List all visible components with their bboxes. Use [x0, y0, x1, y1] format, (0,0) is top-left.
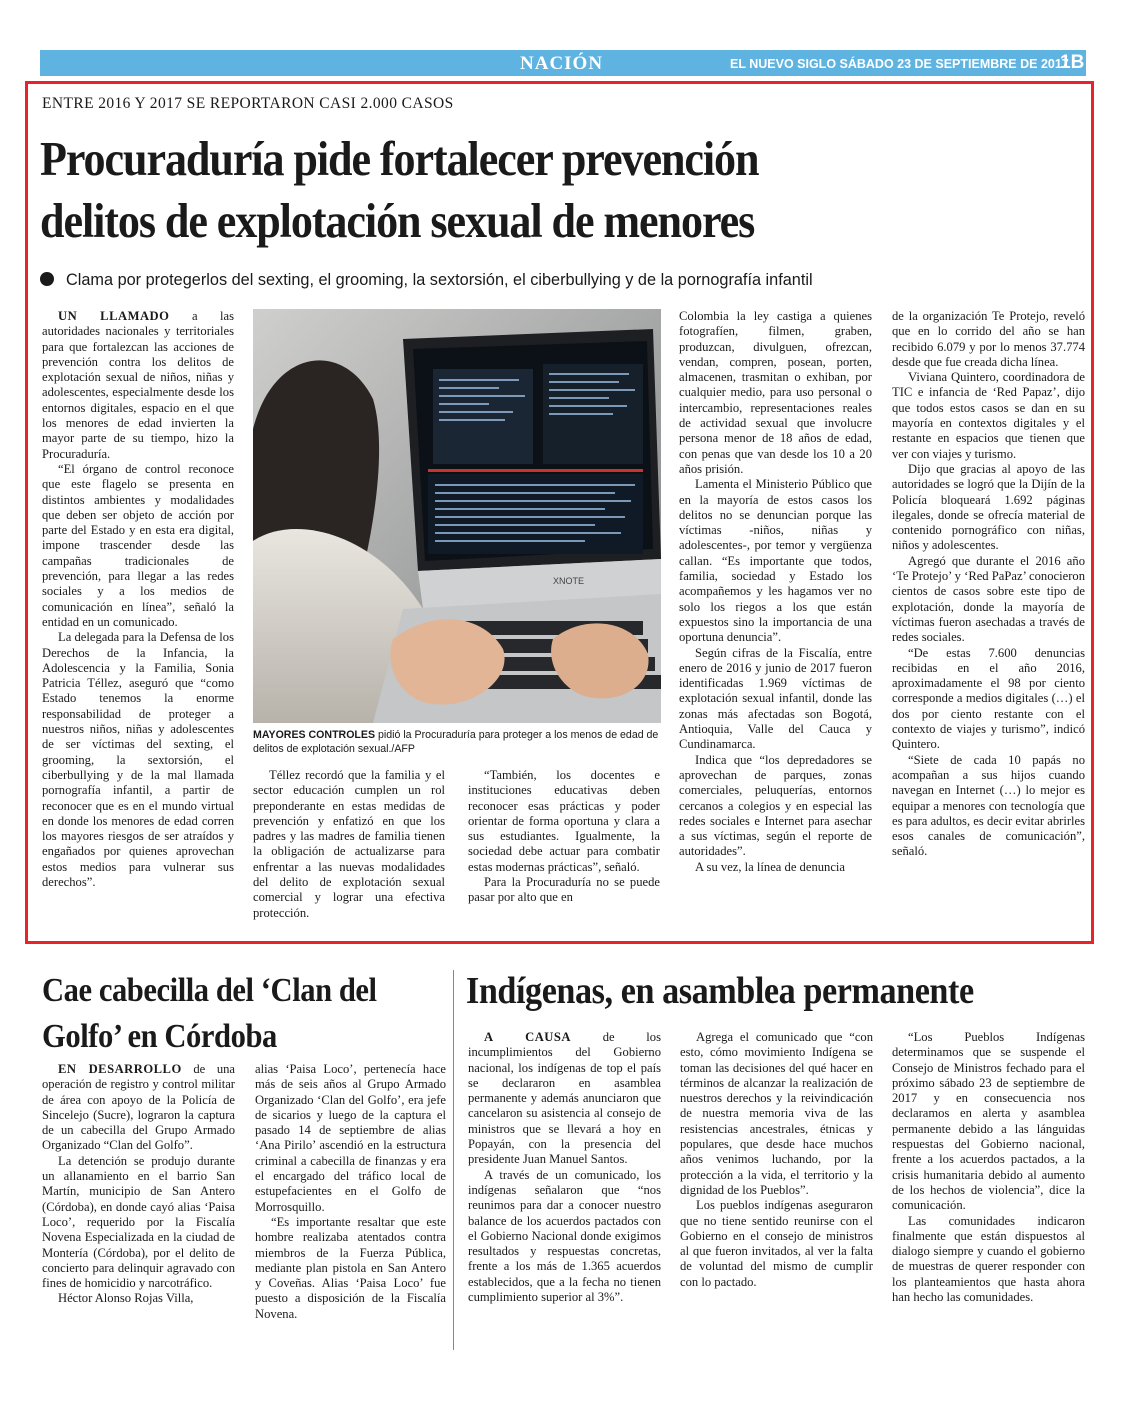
paragraph-text: a las autoridades nacionales y territoriales para que fortalezcan las acciones de prevención contra los delitos de explotación sexual de niños, niñas y adolescentes, especialmente desde los entornos digitales, espacio en el que los menores de edad invierten la mayor parte de su tiempo, hizo la Procuraduría.: [42, 309, 234, 461]
paragraph: Viviana Quintero, coordinadora de TIC e infancia de ‘Red Papaz’, dijo que todos estos casos se dan en su mayoría en contextos digitales y el restante en espacios que tienen que ver con viajes y turismo.: [892, 370, 1085, 461]
paragraph: A su vez, la línea de denuncia: [695, 859, 846, 874]
section-name: NACIÓN: [520, 53, 604, 74]
main-kicker: ENTRE 2016 Y 2017 SE REPORTARON CASI 2.000 CASOS: [42, 95, 454, 112]
article3-column-2: [680, 1030, 873, 1290]
caption-text: pidió la Procuraduría para proteger a los menos de edad de delitos de explotación sexual./AFP: [253, 729, 659, 755]
paragraph: Héctor Alonso Rojas Villa,: [58, 1291, 194, 1306]
page-number: 1B: [1060, 52, 1085, 73]
paragraph: La delegada para la Defensa de los Derechos de la Infancia, la Adolescencia y la Familia, Sonia Patricia Téllez, aseguró que “como Estado tenemos la enorme responsabilidad de proteger a nuestros niños, niñas y adolescentes de ser víctimas del sexting, el grooming, la sextorsión, el ciberbullying y de la mal llamada pornografía infantil, a partir de reconocer que es en el mundo virtual en donde los menores de edad corren los mayores riesgos de ser atraídos y engañados por quienes aprovechan estos medios para vulnerar sus derechos”.: [42, 630, 234, 889]
paragraph: Las comunidades indicaron finalmente que están dispuestos al dialogo siempre y cuando el gobierno de muestras de querer responder con los planteamientos que hasta ahora han hecho las comunidades.: [892, 1213, 1085, 1305]
laptop-photo: [253, 309, 661, 723]
paragraph: alias ‘Paisa Loco’, pertenecía hace más de seis años al Grupo Armado Organizado ‘Clan del Golfo’, era jefe de sicarios y luego de la captura el pasado 14 de septiembre de alias ‘Ana Pirilo’ ascendió en la estructura criminal a cabecilla de finanzas y era el encargado del tráfico local de estupefacientes en el Golfo de Morrosquillo.: [255, 1062, 446, 1214]
lead-in: A CAUSA: [484, 1030, 571, 1044]
paragraph: Los pueblos indígenas aseguraron que no tiene sentido reunirse con el Gobierno en el consejo de ministros al que fueron invitados, al ver la falta de voluntad del mismo de cumplir con lo pactado.: [680, 1198, 873, 1289]
column-divider: [453, 970, 454, 1350]
paragraph: Agrega el comunicado que “con esto, cómo movimiento Indígena se toman las decisiones del qué hacer en términos de alcanzar la realización de nuestros derechos y la reivindicación de nuestra memoria viva de las resistencias ancestrales, étnicas y populares, que desde hace muchos años venimos luchando, por la protección a la vida, el territorio y la dignidad de los Pueblos”.: [680, 1030, 873, 1197]
paragraph: Agregó que durante el 2016 año ‘Te Protejo’ y ‘Red PaPaz’ conocieron cientos de casos sobre este tipo de explotación, donde la mayoría de víctimas fueron asechadas a través de redes sociales.: [892, 553, 1085, 645]
main-column-2: [253, 768, 445, 921]
main-column-1: [42, 309, 234, 890]
caption-lead: MAYORES CONTROLES: [253, 729, 376, 741]
paragraph: Dijo que gracias al apoyo de las autoridades se logró que la Dijín de la Policía bloqueará 1.692 páginas ilegales, donde se ofrecía material de contenido pornográfico con niñas, niños y adolescentes.: [892, 461, 1085, 553]
main-headline-line2: delitos de explotación sexual de menores: [40, 193, 755, 248]
paragraph: Indica que “los depredadores se aprovechan de parques, zonas comerciales, peluquerías, entornos cercanos a colegios y en especial las redes sociales e Internet para asechar a sus víctimas, según el reporte de autoridades”.: [679, 752, 872, 859]
main-subhead: [40, 271, 813, 290]
lead-in: UN LLAMADO: [58, 309, 170, 323]
main-column-5: [892, 309, 1085, 860]
paragraph: [42, 1062, 235, 1154]
paragraph: A través de un comunicado, los indígenas señalaron que “nos reunimos para dar a conocer nuestro balance de los acuerdos pactados con el Gobierno Nacional donde exigimos resultados y respuestas concretas, frente a los más de 1.365 acuerdos establecidos, que a la fecha no tienen cumplimiento superior al 3%”.: [468, 1167, 661, 1305]
article3-column-3: [892, 1030, 1085, 1305]
paragraph: [468, 1030, 661, 1168]
paragraph-text: de los incumplimientos del Gobierno nacional, los indígenas de top el país se declararon en asamblea permanente y además anunciaron que cancelaron su asistencia al consejo de ministros que se llevará a hoy en Popayán, con la presencia del presidente Juan Manuel Santos.: [468, 1030, 662, 1167]
paragraph: [42, 309, 234, 462]
article2-headline: Cae cabecilla del ‘Clan del Golfo’ en Córdoba: [42, 972, 377, 1055]
paragraph: de la organización Te Protejo, reveló que en lo corrido del año se han recibido 6.079 y por lo menos 37.774 desde que fue creada dicha línea.: [892, 309, 1085, 369]
paragraph: Téllez recordó que la familia y el sector educación cumplen un rol preponderante en estas medidas de prevención y enfatizó en que los padres y las madres de familia tienen la obligación de actualizarse para enfrentar a las nuevas modalidades del delito de explotación sexual comercial y lograr una efectiva protección.: [253, 768, 445, 920]
article3-headline: Indígenas, en asamblea permanente: [466, 970, 974, 1012]
paragraph: “Siete de cada 10 papás no acompañan a sus hijos cuando navegan en Internet (…) lo mejor es equipar a menores con tecnología que es para adultos, es decir evitar abrirles esos canales de comunicación”, señaló.: [892, 752, 1085, 859]
paragraph-text: de una operación de registro y control militar de área con apoyo de la Policía de Sincelejo (Sucre), lograron la captura de un cabecilla del Grupo Armado Organizado “Clan del Golfo”.: [42, 1062, 236, 1153]
main-headline-line1: Procuraduría pide fortalecer prevención: [40, 131, 759, 186]
paragraph: “El órgano de control reconoce que este flagelo se presenta en distintos ambientes y modalidades que deben ser objeto de acción por parte del Estado y en esta era digital, impone trascender desde las campañas tradicionales de prevención, para llegar a las redes sociales y a los medios de comunicación en línea”, señaló la entidad en un comunicado.: [42, 461, 234, 629]
main-column-4: [679, 309, 872, 875]
laptop-brand: XNOTE: [553, 576, 585, 586]
article3-column-1: [468, 1030, 661, 1305]
main-column-3: [468, 768, 660, 906]
main-headline: [40, 128, 758, 252]
paragraph: La detención se produjo durante un allanamiento en el barrio San Martín, municipio de San Antero (Córdoba), en donde cayó alias ‘Paisa Loco’, requerido por la Fiscalía Novena Especializada en la ciudad de Montería (Córdoba), por el delito de concierto para delinquir agravado con fines de homicidio y narcotráfico.: [42, 1153, 235, 1291]
laptop-photo-illustration: [253, 309, 661, 723]
article2-column-2: [255, 1062, 446, 1322]
paragraph: “De estas 7.600 denuncias recibidas en el año 2016, aproximadamente el 98 por ciento corresponde a medios digitales (…) el dos por ciento restante con el contexto de viajes y turismo”, indicó Quintero.: [892, 645, 1085, 752]
paragraph: “También, los docentes e instituciones educativas deben reconocer esas prácticas y poder orientar de forma oportuna y clara a sus estudiantes. Igualmente, la sociedad debe actuar para combatir estas modernas prácticas”, señaló.: [468, 768, 660, 874]
lead-in: EN DESARROLLO: [58, 1062, 182, 1076]
bullet-icon: [40, 272, 54, 286]
paragraph: Lamenta el Ministerio Público que en la mayoría de estos casos los delitos no se denuncian porque las víctimas -niños, niñas y adolescentes-, por temor y vergüenza callan. “Es importante que todos, familia, sociedad y Estado los acompañemos y les hagamos ver no solo los riegos a los que están expuestos sino la importancia de una oportuna denuncia”.: [679, 477, 872, 645]
paper-date-line: EL NUEVO SIGLO SÁBADO 23 DE SEPTIEMBRE DE 2017: [730, 57, 1069, 71]
paragraph: “Los Pueblos Indígenas determinamos que se suspende el Consejo de Ministros fechado para el próximo sábado 23 de septiembre de 2017 y en consecuencia nos declaramos en alerta y asamblea permanente debido a las lánguidas respuestas del Gobierno nacional, frente a los acuerdos pactados, a la crisis humanitaria debido al aumento de los hechos de violencia”, dice la comunicación.: [892, 1030, 1085, 1213]
paragraph: Para la Procuraduría no se puede pasar por alto que en: [468, 875, 660, 905]
photo-caption: [253, 728, 661, 756]
article2-column-1: [42, 1062, 235, 1307]
paragraph: “Es importante resaltar que este hombre realizaba atentados contra miembros de la Fuerza Pública, mediante plan pistola en San Antero y Coveñas. Alias ‘Paisa Loco’ fue puesto a disposición de la Fiscalía Novena.: [255, 1214, 446, 1321]
paragraph: Según cifras de la Fiscalía, entre enero de 2016 y junio de 2017 fueron identificadas 1.969 víctimas de explotación sexual infantil, donde las zonas más afectadas son Bogotá, Antioquia, Valle del Cauca y Cundinamarca.: [679, 645, 872, 752]
paragraph: Colombia la ley castiga a quienes fotografíen, filmen, graben, produzcan, divulguen, ofrezcan, vendan, compren, posean, porten, almacenen, trasmitan o exhiban, por cualquier medio, para uso personal o intercambio, representaciones reales de actividad sexual que involucre persona menor de 18 años de edad, con penas que van desde los 10 a 20 años prisión.: [679, 309, 872, 476]
main-subhead-text: Clama por protegerlos del sexting, el grooming, la sextorsión, el ciberbullying y de la pornografía infantil: [66, 271, 813, 289]
